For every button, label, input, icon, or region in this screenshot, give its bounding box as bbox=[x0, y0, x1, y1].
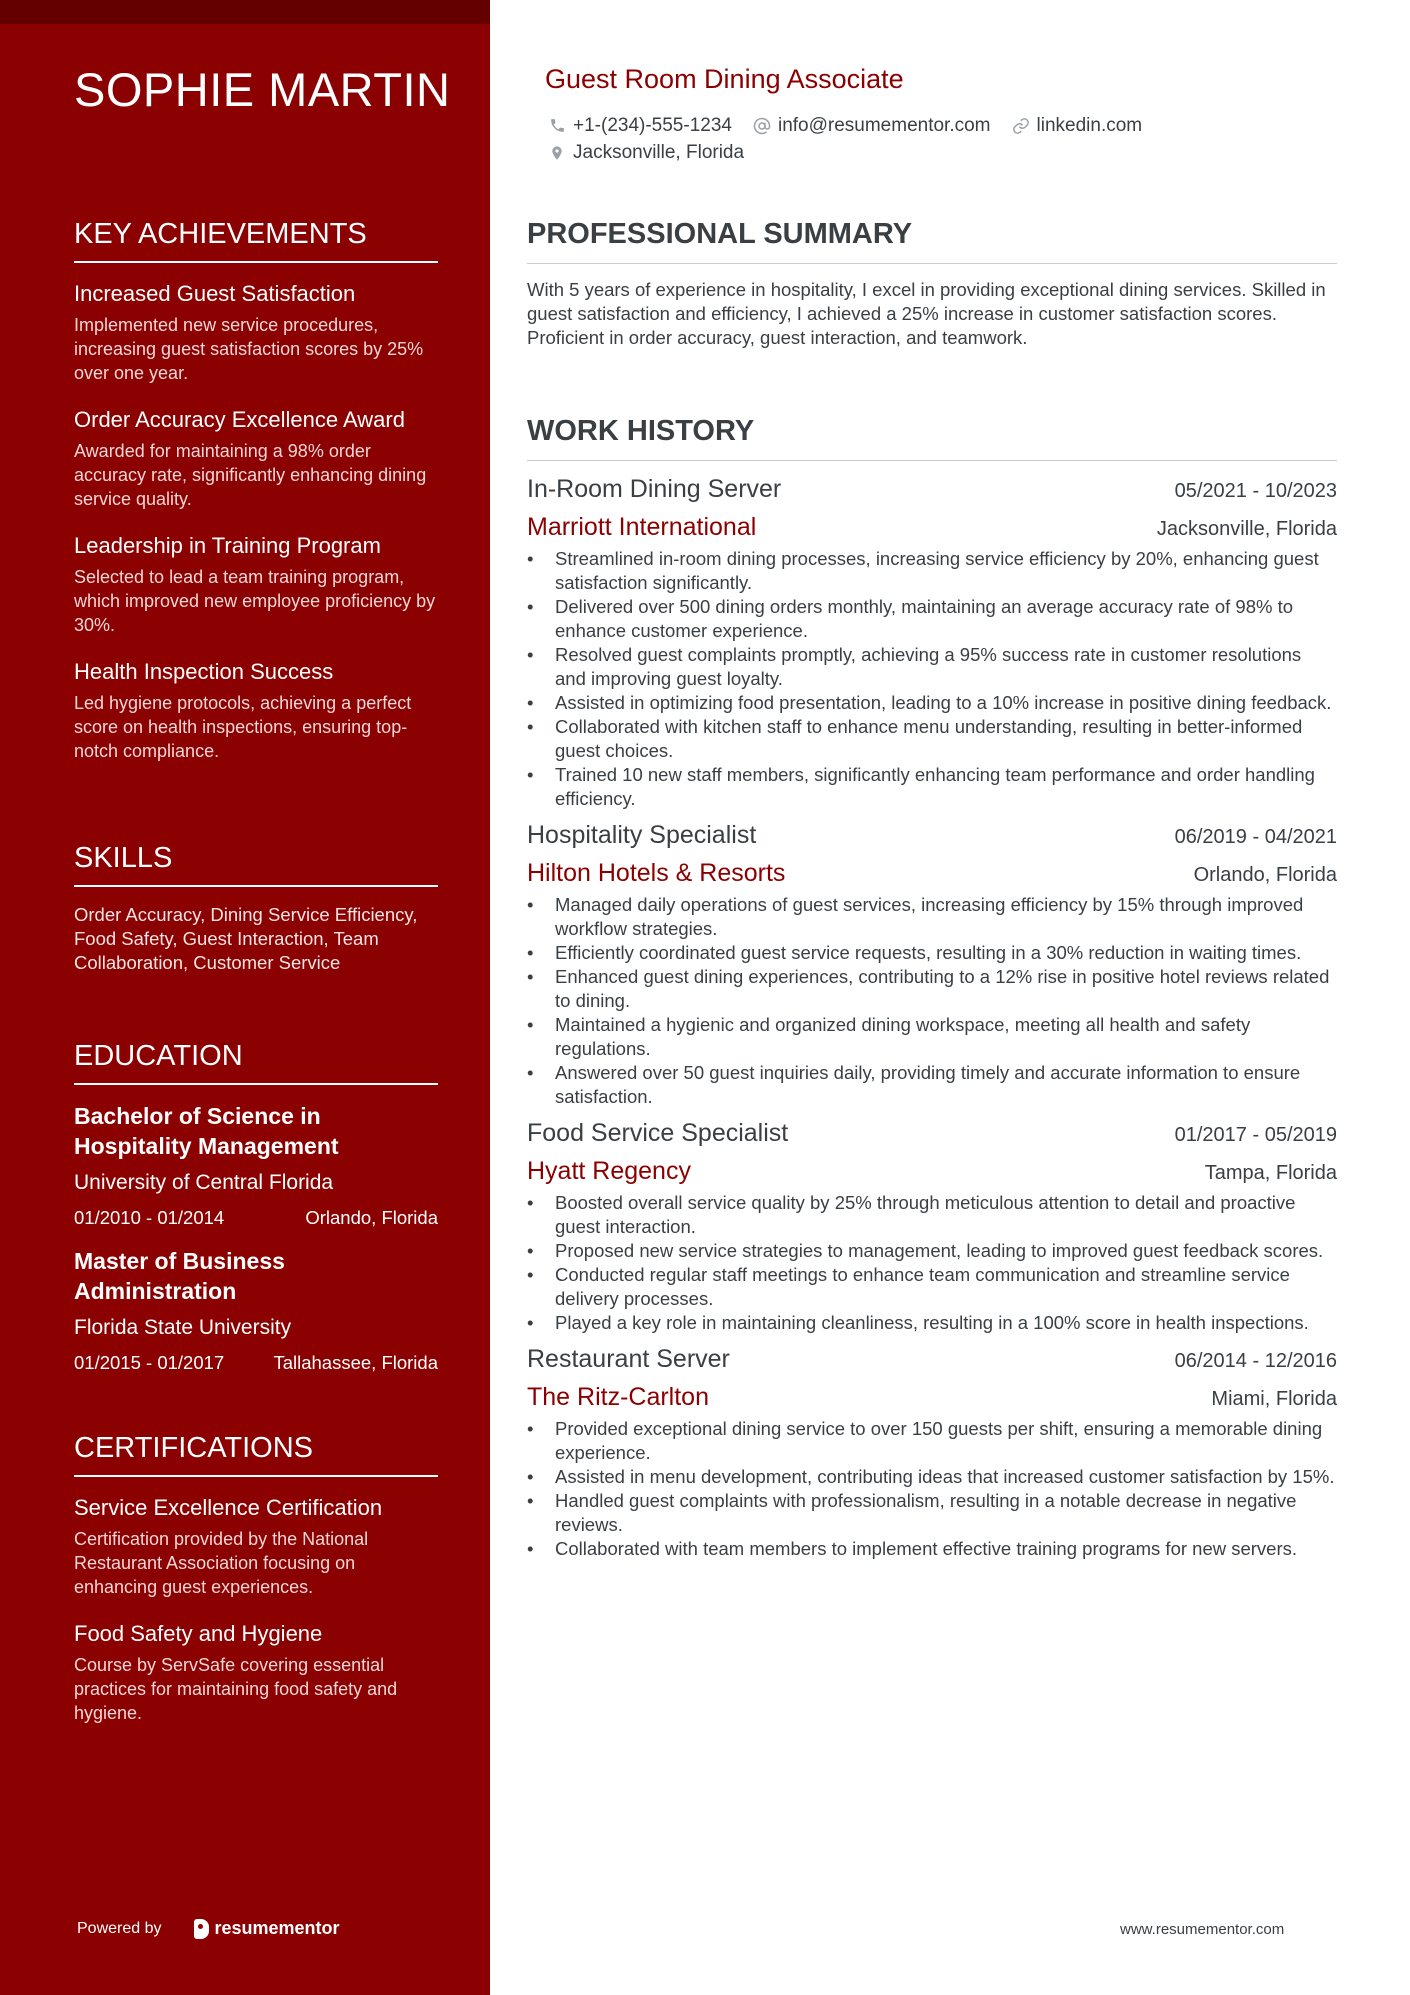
education-degree: Master of Business Administration bbox=[74, 1248, 285, 1304]
email-text: info@resumementor.com bbox=[777, 114, 991, 136]
job-company: The Ritz-Carlton bbox=[527, 1383, 709, 1411]
job-location: Orlando, Florida bbox=[1193, 864, 1337, 886]
job-header bbox=[527, 475, 1337, 513]
job-header bbox=[527, 1119, 1337, 1157]
at-sign-icon bbox=[752, 116, 772, 136]
job-dates: 06/2019 - 04/2021 bbox=[1174, 826, 1337, 848]
achievement-item bbox=[74, 405, 438, 511]
job-bullet: • Trained 10 new staff members, significantly enhancing team performance and order handling efficiency. bbox=[527, 763, 1337, 811]
job-bullet: • Provided exceptional dining service to over 150 guests per shift, ensuring a memorable dining experience. bbox=[527, 1417, 1337, 1465]
contact-phone[interactable] bbox=[547, 115, 732, 137]
linkedin-text: linkedin.com bbox=[1036, 114, 1143, 136]
job-bullet: • Collaborated with kitchen staff to enhance menu understanding, resulting in better-informed guest choices. bbox=[527, 715, 1337, 763]
job-bullet: • Played a key role in maintaining cleanliness, resulting in a 100% score in health inspections. bbox=[527, 1311, 1337, 1335]
footer-website-link[interactable]: www.resumementor.com bbox=[1120, 1921, 1285, 1938]
certification-item bbox=[74, 1493, 438, 1599]
sidebar bbox=[0, 0, 490, 1995]
job-subheader bbox=[527, 1383, 1337, 1417]
job-subheader bbox=[527, 859, 1337, 893]
education-meta bbox=[74, 1206, 438, 1230]
job-bullet: • Assisted in menu development, contributing ideas that increased customer satisfaction by 15%. bbox=[527, 1465, 1337, 1489]
achievement-item bbox=[74, 531, 438, 637]
achievements-heading: KEY ACHIEVEMENTS bbox=[74, 218, 438, 263]
job-dates: 05/2021 - 10/2023 bbox=[1174, 480, 1337, 502]
certifications-section bbox=[74, 1432, 438, 1745]
job-entry bbox=[527, 821, 1337, 1109]
sidebar-top-band bbox=[0, 0, 490, 24]
job-bullet: • Streamlined in-room dining processes, increasing service efficiency by 20%, enhancing guest satisfaction significantly. bbox=[527, 547, 1337, 595]
job-entry bbox=[527, 475, 1337, 811]
contact-location bbox=[547, 142, 744, 164]
education-school: University of Central Florida bbox=[74, 1171, 334, 1194]
skills-section bbox=[74, 842, 438, 975]
candidate-name: SOPHIE MARTIN bbox=[74, 63, 451, 116]
job-role: Hospitality Specialist bbox=[527, 821, 757, 849]
job-bullet: • Proposed new service strategies to management, leading to improved guest feedback scores. bbox=[527, 1239, 1337, 1263]
job-bullet: • Collaborated with team members to implement effective training programs for new servers. bbox=[527, 1537, 1337, 1561]
job-role: Restaurant Server bbox=[527, 1345, 730, 1373]
job-bullet: • Answered over 50 guest inquiries daily, providing timely and accurate information to ensure satisfaction. bbox=[527, 1061, 1337, 1109]
job-bullet: • Conducted regular staff meetings to enhance team communication and streamline service delivery processes. bbox=[527, 1263, 1337, 1311]
job-location: Miami, Florida bbox=[1211, 1388, 1337, 1410]
education-heading: EDUCATION bbox=[74, 1040, 438, 1085]
summary-section bbox=[527, 218, 1337, 350]
certification-desc: Course by ServSafe covering essential practices for maintaining food safety and hygiene. bbox=[74, 1655, 398, 1723]
job-company: Hyatt Regency bbox=[527, 1157, 691, 1185]
certifications-heading: CERTIFICATIONS bbox=[74, 1432, 438, 1477]
contact-row bbox=[547, 112, 1307, 139]
achievement-title: Order Accuracy Excellence Award bbox=[74, 407, 405, 432]
contact-info bbox=[547, 112, 1307, 166]
achievement-title: Increased Guest Satisfaction bbox=[74, 281, 356, 306]
contact-linkedin[interactable] bbox=[1011, 115, 1143, 137]
job-bullets bbox=[527, 1417, 1337, 1561]
job-header bbox=[527, 821, 1337, 859]
job-role: In-Room Dining Server bbox=[527, 475, 782, 503]
job-company: Marriott International bbox=[527, 513, 757, 541]
job-company: Hilton Hotels & Resorts bbox=[527, 859, 786, 887]
job-entry bbox=[527, 1119, 1337, 1335]
brand-mark-icon bbox=[194, 1919, 209, 1939]
achievement-desc: Selected to lead a team training program, which improved new employee proficiency by 30%. bbox=[74, 567, 436, 635]
phone-text: +1-(234)-555-1234 bbox=[573, 114, 732, 136]
education-degree: Bachelor of Science in Hospitality Management bbox=[74, 1103, 339, 1159]
achievement-item bbox=[74, 657, 438, 763]
skills-heading: SKILLS bbox=[74, 842, 438, 887]
job-bullet: • Efficiently coordinated guest service requests, resulting in a 30% reduction in waiting times. bbox=[527, 941, 1337, 965]
job-bullet: • Handled guest complaints with professionalism, resulting in a notable decrease in negative reviews. bbox=[527, 1489, 1337, 1537]
powered-by-label: Powered by bbox=[77, 1919, 162, 1937]
achievement-desc: Awarded for maintaining a 98% order accuracy rate, significantly enhancing dining service quality. bbox=[74, 441, 427, 509]
certification-item bbox=[74, 1619, 438, 1725]
summary-text: With 5 years of experience in hospitality, I excel in providing exceptional dining services. Skilled in guest satisfaction and efficiency, I achieved a 25% increase in customer satisfaction scores. Proficient in order accuracy, guest interaction, and teamwork. bbox=[527, 279, 1326, 348]
brand-logo[interactable] bbox=[194, 1918, 340, 1939]
education-location: Tallahassee, Florida bbox=[273, 1352, 438, 1373]
job-role: Food Service Specialist bbox=[527, 1119, 789, 1147]
education-item bbox=[74, 1246, 438, 1375]
map-pin-icon bbox=[547, 143, 567, 163]
job-entry bbox=[527, 1345, 1337, 1561]
education-dates: 01/2015 - 01/2017 bbox=[74, 1352, 225, 1373]
certification-title: Food Safety and Hygiene bbox=[74, 1621, 323, 1646]
brand-name: resumementor bbox=[214, 1918, 340, 1938]
work-history-section bbox=[527, 415, 1337, 1571]
job-subheader bbox=[527, 513, 1337, 547]
job-dates: 01/2017 - 05/2019 bbox=[1174, 1124, 1337, 1146]
education-section bbox=[74, 1040, 438, 1391]
phone-icon bbox=[547, 116, 567, 136]
work-history-heading: WORK HISTORY bbox=[527, 415, 1337, 461]
job-dates: 06/2014 - 12/2016 bbox=[1174, 1350, 1337, 1372]
achievement-desc: Implemented new service procedures, increasing guest satisfaction scores by 25% over one year. bbox=[74, 315, 424, 383]
job-bullet: • Enhanced guest dining experiences, contributing to a 12% rise in positive hotel reviews related to dining. bbox=[527, 965, 1337, 1013]
job-bullet: • Delivered over 500 dining orders monthly, maintaining an average accuracy rate of 98% to enhance customer experience. bbox=[527, 595, 1337, 643]
achievement-desc: Led hygiene protocols, achieving a perfect score on health inspections, ensuring top-notch compliance. bbox=[74, 693, 412, 761]
job-bullets bbox=[527, 1191, 1337, 1335]
job-bullet: • Assisted in optimizing food presentation, leading to a 10% increase in positive dining feedback. bbox=[527, 691, 1337, 715]
education-meta bbox=[74, 1351, 438, 1375]
education-location: Orlando, Florida bbox=[305, 1207, 438, 1228]
job-location: Tampa, Florida bbox=[1204, 1162, 1337, 1184]
achievement-item bbox=[74, 279, 438, 385]
job-bullet: • Maintained a hygienic and organized dining workspace, meeting all health and safety regulations. bbox=[527, 1013, 1337, 1061]
achievement-title: Health Inspection Success bbox=[74, 659, 334, 684]
certification-title: Service Excellence Certification bbox=[74, 1495, 383, 1520]
education-item bbox=[74, 1101, 438, 1230]
certification-desc: Certification provided by the National Restaurant Association focusing on enhancing guest experiences. bbox=[74, 1529, 369, 1597]
location-text: Jacksonville, Florida bbox=[573, 141, 745, 163]
main-content bbox=[527, 0, 1337, 1995]
achievements-section bbox=[74, 218, 438, 783]
achievement-title: Leadership in Training Program bbox=[74, 533, 381, 558]
contact-email[interactable] bbox=[752, 115, 991, 137]
job-subheader bbox=[527, 1157, 1337, 1191]
job-bullet: • Resolved guest complaints promptly, achieving a 95% success rate in customer resolutions and improving guest loyalty. bbox=[527, 643, 1337, 691]
contact-row bbox=[547, 139, 1307, 166]
link-icon bbox=[1011, 116, 1031, 136]
job-header bbox=[527, 1345, 1337, 1383]
job-location: Jacksonville, Florida bbox=[1156, 518, 1337, 540]
education-school: Florida State University bbox=[74, 1316, 292, 1339]
job-bullets bbox=[527, 547, 1337, 811]
education-dates: 01/2010 - 01/2014 bbox=[74, 1207, 225, 1228]
skills-list: Order Accuracy, Dining Service Efficiency, Food Safety, Guest Interaction, Team Collaboration, Customer Service bbox=[74, 904, 418, 973]
job-bullets bbox=[527, 893, 1337, 1109]
target-job-title: Guest Room Dining Associate bbox=[545, 64, 904, 94]
job-bullet: • Managed daily operations of guest services, increasing efficiency by 15% through improved workflow strategies. bbox=[527, 893, 1337, 941]
job-bullet: • Boosted overall service quality by 25% through meticulous attention to detail and proactive guest interaction. bbox=[527, 1191, 1337, 1239]
summary-heading: PROFESSIONAL SUMMARY bbox=[527, 218, 1337, 264]
powered-by bbox=[77, 1918, 340, 1939]
